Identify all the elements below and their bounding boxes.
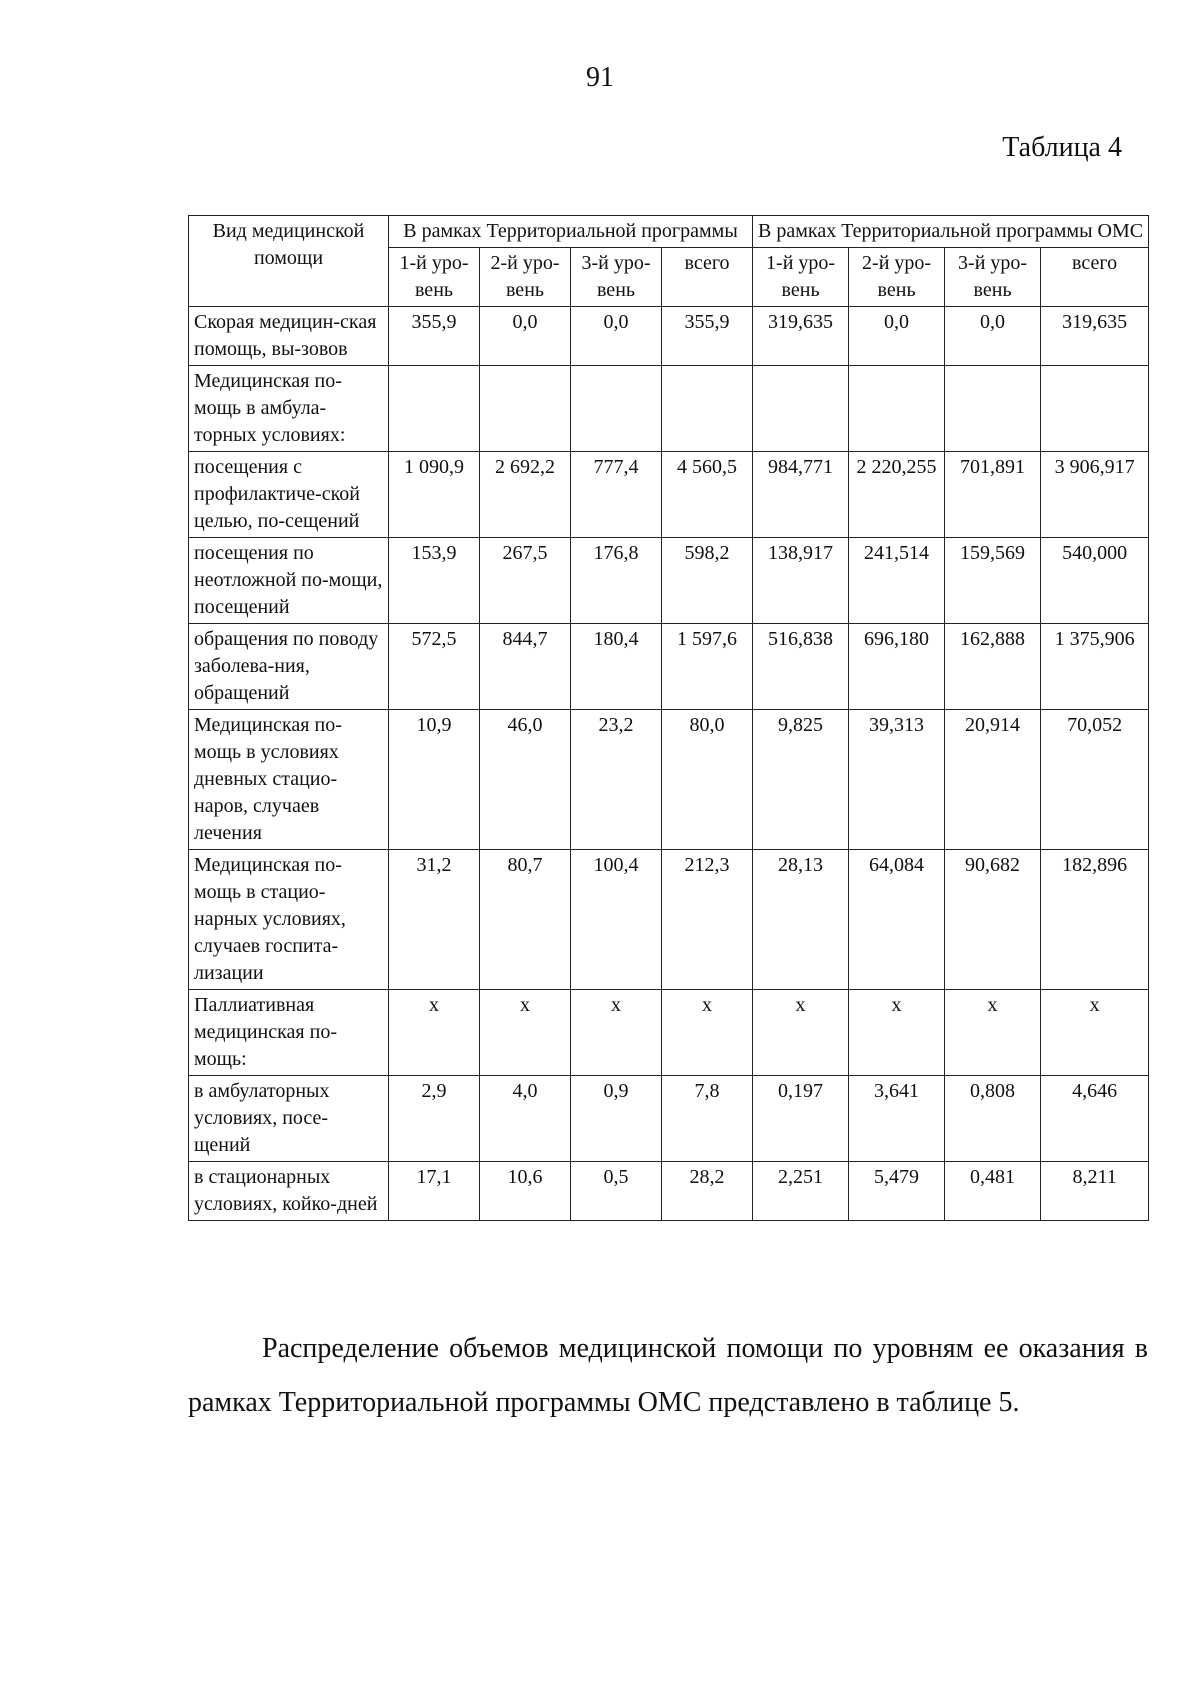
table-cell: [389, 366, 480, 452]
table-cell: 0,0: [945, 307, 1041, 366]
table-cell: 9,825: [753, 710, 849, 850]
table-cell: х: [1041, 990, 1149, 1076]
table-cell: х: [753, 990, 849, 1076]
row-label: Скорая медицин-ская помощь, вы-зовов: [189, 307, 389, 366]
table-row: [189, 624, 1149, 710]
table-cell: 64,084: [849, 850, 945, 990]
table-cell: х: [480, 990, 571, 1076]
table-cell: 1 090,9: [389, 452, 480, 538]
row-label: в амбулаторных условиях, посе-щений: [189, 1076, 389, 1162]
table-header-row-groups: [189, 216, 1149, 248]
table-row: [189, 1162, 1149, 1221]
table-cell: 0,9: [571, 1076, 662, 1162]
table-cell: 1 597,6: [662, 624, 753, 710]
table-cell: 31,2: [389, 850, 480, 990]
table-cell: 572,5: [389, 624, 480, 710]
header-subcolumn: 3-й уро-вень: [945, 248, 1041, 307]
table-cell: 0,197: [753, 1076, 849, 1162]
header-group-oms: В рамках Территориальной программы ОМС: [753, 216, 1149, 248]
row-label: Медицинская по-мощь в амбула-торных условиях:: [189, 366, 389, 452]
table-cell: 355,9: [389, 307, 480, 366]
table-row: [189, 1076, 1149, 1162]
table-cell: х: [662, 990, 753, 1076]
table-cell: 701,891: [945, 452, 1041, 538]
header-row-label: Вид медицинской помощи: [189, 216, 389, 307]
row-label: Паллиативная медицинская по-мощь:: [189, 990, 389, 1076]
table-cell: 10,6: [480, 1162, 571, 1221]
table-cell: [571, 366, 662, 452]
table-row: [189, 366, 1149, 452]
table-cell: 241,514: [849, 538, 945, 624]
table-cell: 516,838: [753, 624, 849, 710]
table-cell: 10,9: [389, 710, 480, 850]
row-label: посещения по неотложной по-мощи, посещений: [189, 538, 389, 624]
table-cell: 5,479: [849, 1162, 945, 1221]
table-cell: 138,917: [753, 538, 849, 624]
table-cell: х: [945, 990, 1041, 1076]
row-label: обращения по поводу заболева-ния, обращений: [189, 624, 389, 710]
table-cell: 100,4: [571, 850, 662, 990]
header-subcolumn: 1-й уро-вень: [753, 248, 849, 307]
table-cell: 0,481: [945, 1162, 1041, 1221]
table-cell: 159,569: [945, 538, 1041, 624]
row-label: Медицинская по-мощь в условиях дневных стацио-наров, случаев лечения: [189, 710, 389, 850]
table-cell: 0,808: [945, 1076, 1041, 1162]
table-caption: Таблица 4: [1002, 132, 1122, 163]
table-cell: 7,8: [662, 1076, 753, 1162]
table-cell: 319,635: [753, 307, 849, 366]
table-cell: 0,0: [571, 307, 662, 366]
table-cell: 540,000: [1041, 538, 1149, 624]
body-paragraph: [188, 1322, 1148, 1430]
table-cell: 80,0: [662, 710, 753, 850]
table-cell: 3,641: [849, 1076, 945, 1162]
body-paragraph-text: Распределение объемов медицинской помощи по уровням ее оказания в рамках Территориальной программы ОМС представлено в таблице 5.: [188, 1333, 1148, 1418]
table-cell: [849, 366, 945, 452]
header-subcolumn: 3-й уро-вень: [571, 248, 662, 307]
table-cell: 598,2: [662, 538, 753, 624]
table-cell: 0,0: [849, 307, 945, 366]
table-cell: 1 375,906: [1041, 624, 1149, 710]
table-cell: 777,4: [571, 452, 662, 538]
page-number: 91: [586, 62, 614, 93]
table-cell: 4 560,5: [662, 452, 753, 538]
table-cell: 70,052: [1041, 710, 1149, 850]
volumes-table: [188, 215, 1149, 1221]
table-cell: 20,914: [945, 710, 1041, 850]
table-row: [189, 538, 1149, 624]
table-cell: 23,2: [571, 710, 662, 850]
row-label: в стационарных условиях, койко-дней: [189, 1162, 389, 1221]
table-cell: 696,180: [849, 624, 945, 710]
table-cell: 844,7: [480, 624, 571, 710]
table-cell: 3 906,917: [1041, 452, 1149, 538]
header-subcolumn: 2-й уро-вень: [849, 248, 945, 307]
table-cell: 162,888: [945, 624, 1041, 710]
header-subcolumn: всего: [662, 248, 753, 307]
table-cell: 80,7: [480, 850, 571, 990]
table-cell: 319,635: [1041, 307, 1149, 366]
table-cell: 2 220,255: [849, 452, 945, 538]
table-cell: [753, 366, 849, 452]
table-cell: [945, 366, 1041, 452]
table-cell: 182,896: [1041, 850, 1149, 990]
table-cell: 0,5: [571, 1162, 662, 1221]
table-cell: х: [571, 990, 662, 1076]
table-cell: 90,682: [945, 850, 1041, 990]
header-group-territorial: В рамках Территориальной программы: [389, 216, 753, 248]
row-label: посещения с профилактиче-ской целью, по-сещений: [189, 452, 389, 538]
table-cell: 39,313: [849, 710, 945, 850]
table-cell: 2,251: [753, 1162, 849, 1221]
table-cell: 17,1: [389, 1162, 480, 1221]
row-label: Медицинская по-мощь в стацио-нарных условиях, случаев госпита-лизации: [189, 850, 389, 990]
table-cell: 2,9: [389, 1076, 480, 1162]
table-row: [189, 452, 1149, 538]
table-cell: 267,5: [480, 538, 571, 624]
table-cell: 4,0: [480, 1076, 571, 1162]
table-body: [189, 307, 1149, 1221]
table-cell: 0,0: [480, 307, 571, 366]
header-subcolumn: всего: [1041, 248, 1149, 307]
table-cell: 28,13: [753, 850, 849, 990]
table-cell: [662, 366, 753, 452]
header-subcolumn: 1-й уро-вень: [389, 248, 480, 307]
table-cell: [480, 366, 571, 452]
table-cell: [1041, 366, 1149, 452]
table-cell: 180,4: [571, 624, 662, 710]
table-cell: 355,9: [662, 307, 753, 366]
table-cell: 46,0: [480, 710, 571, 850]
table-cell: 212,3: [662, 850, 753, 990]
table-row: [189, 850, 1149, 990]
table-cell: 2 692,2: [480, 452, 571, 538]
table-cell: х: [849, 990, 945, 1076]
table-row: [189, 990, 1149, 1076]
table-row: [189, 307, 1149, 366]
table-cell: 28,2: [662, 1162, 753, 1221]
table-cell: 8,211: [1041, 1162, 1149, 1221]
table-cell: 984,771: [753, 452, 849, 538]
table-row: [189, 710, 1149, 850]
table-cell: х: [389, 990, 480, 1076]
header-subcolumn: 2-й уро-вень: [480, 248, 571, 307]
table-cell: 176,8: [571, 538, 662, 624]
table-cell: 153,9: [389, 538, 480, 624]
table-cell: 4,646: [1041, 1076, 1149, 1162]
